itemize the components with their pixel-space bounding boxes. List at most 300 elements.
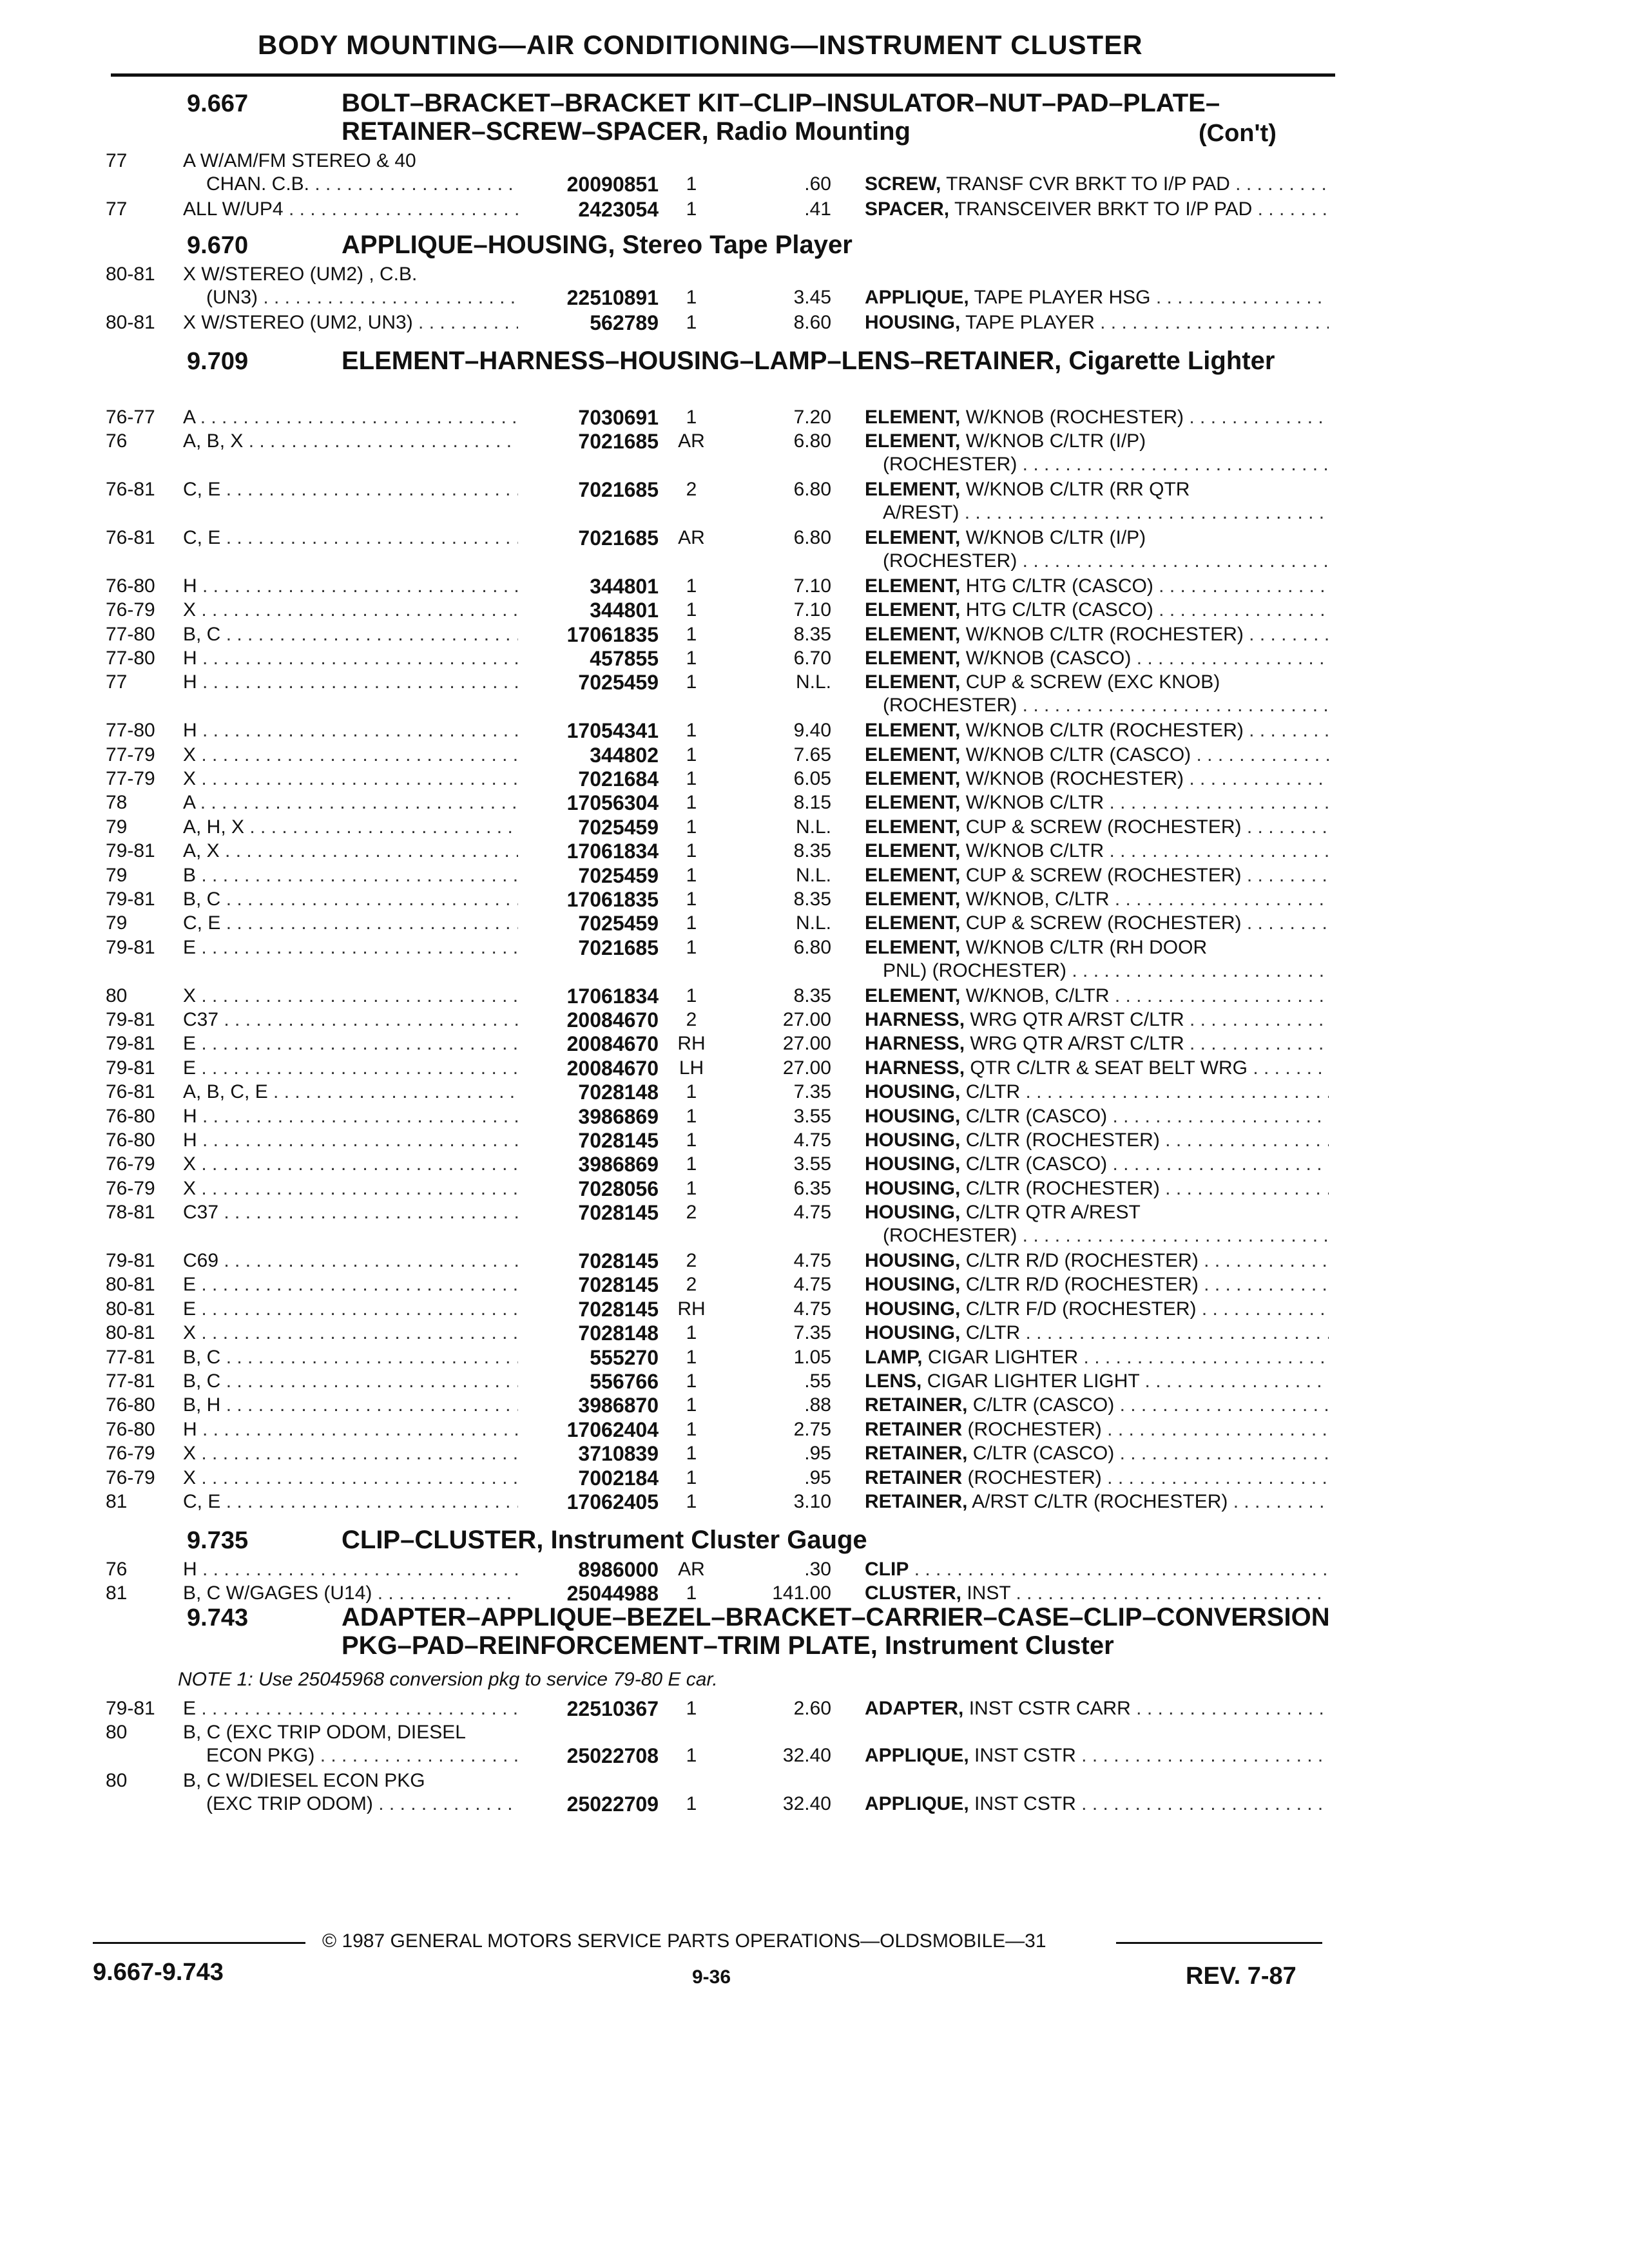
price: 141.00 [772, 1582, 831, 1604]
description [865, 1466, 1329, 1490]
table-row [0, 1490, 1629, 1515]
year-range: 80-81 [106, 264, 155, 285]
part-number: 7021685 [578, 936, 659, 959]
quantity: 1 [686, 1105, 697, 1127]
quantity: 1 [686, 1394, 697, 1416]
description-text: TRANSF CVR BRKT TO I/P PAD [946, 173, 1230, 195]
description-keyword: HOUSING, [865, 1322, 961, 1344]
description-keyword: APPLIQUE, [865, 1793, 969, 1815]
application: X W/STEREO (UM2, UN3) . . . [183, 311, 518, 334]
year-range: 76-79 [106, 1443, 155, 1465]
application: E . . . [183, 1032, 518, 1055]
part-number: 7028148 [578, 1081, 659, 1104]
footer-page-number: 9-36 [692, 1966, 731, 1988]
description-text: W/KNOB C/LTR (RR QTR [965, 479, 1190, 501]
description-text: (ROCHESTER) [967, 1466, 1102, 1488]
application: X . . . [183, 767, 518, 791]
description [865, 173, 1329, 196]
year-range: 76-80 [106, 1394, 155, 1416]
description-keyword: ELEMENT, [865, 912, 961, 934]
description-text: W/KNOB (ROCHESTER) [965, 407, 1184, 428]
application: E . . . [183, 1697, 518, 1720]
description-keyword: HARNESS, [865, 1033, 965, 1055]
group-code: 9.743 [187, 1604, 249, 1631]
part-number: 457855 [590, 647, 659, 670]
description-keyword: HOUSING, [865, 1202, 961, 1224]
table-row [0, 1177, 1629, 1202]
description-text: C/LTR [965, 1322, 1021, 1344]
description-keyword: ADAPTER, [865, 1698, 964, 1719]
application: H . . . [183, 1105, 518, 1128]
description [865, 1490, 1329, 1514]
quantity: RH [677, 1298, 706, 1320]
description-text: W/KNOB C/LTR [965, 840, 1104, 862]
group-title-main: ELEMENT–HARNESS–HOUSING–LAMP–LENS–RETAINER, [342, 347, 1062, 375]
part-number: 17062404 [566, 1418, 659, 1441]
description-text: C/LTR R/D (ROCHESTER) [965, 1274, 1199, 1296]
quantity: 1 [686, 792, 697, 814]
description-text: (ROCHESTER) [967, 1418, 1102, 1440]
description-text: INST CSTR [974, 1793, 1076, 1815]
application: B, C W/GAGES (U14) . . . [183, 1582, 518, 1605]
year-range: 76-79 [106, 1177, 155, 1199]
description [865, 1273, 1329, 1296]
application: C69 . . . [183, 1249, 518, 1273]
quantity: AR [678, 430, 705, 452]
description-keyword: ELEMENT, [865, 768, 961, 789]
description-keyword: APPLIQUE, [865, 287, 969, 308]
table-row [0, 888, 1629, 912]
quantity: 1 [686, 1370, 697, 1392]
description [865, 1394, 1329, 1417]
description-text: W/KNOB C/LTR (ROCHESTER) [965, 720, 1244, 742]
part-number: 7028145 [578, 1297, 659, 1321]
quantity: 1 [686, 720, 697, 742]
description-keyword: ELEMENT, [865, 792, 961, 814]
description-line-2: (ROCHESTER) . . . [883, 1224, 1329, 1247]
continued-label: (Con't) [1199, 120, 1277, 147]
description [865, 816, 1329, 839]
table-row [0, 1418, 1629, 1443]
description-text: W/KNOB C/LTR (ROCHESTER) [965, 623, 1244, 645]
quantity: 1 [686, 1745, 697, 1767]
description [865, 1418, 1329, 1441]
description-text: W/KNOB C/LTR (RH DOOR [965, 936, 1208, 958]
group-title-main: APPLIQUE–HOUSING, [342, 231, 615, 259]
part-number: 555270 [590, 1345, 659, 1369]
quantity: RH [677, 1033, 706, 1055]
year-range: 77-80 [106, 623, 155, 645]
application: H . . . [183, 575, 518, 598]
footer-rule-left [93, 1942, 305, 1944]
description-text: QTR C/LTR & SEAT BELT WRG [970, 1057, 1248, 1079]
table-row [0, 1201, 1629, 1249]
price: .95 [804, 1443, 831, 1465]
description-text: CUP & SCREW (ROCHESTER) [965, 864, 1242, 886]
description-text: C/LTR QTR A/REST [965, 1202, 1141, 1224]
price: 6.80 [793, 936, 831, 958]
application: A, H, X . . . [183, 816, 518, 839]
price: 9.40 [793, 720, 831, 742]
application: C, E . . . [183, 526, 518, 550]
quantity: 1 [686, 407, 697, 428]
table-row [0, 1721, 1629, 1769]
application: C, E . . . [183, 1490, 518, 1514]
quantity: 1 [686, 1698, 697, 1719]
description-keyword: ELEMENT, [865, 527, 961, 548]
description-text: INST CSTR CARR [969, 1698, 1131, 1719]
application: A, B, X . . . [183, 430, 518, 453]
description-text: C/LTR [965, 1081, 1021, 1103]
description-keyword: ELEMENT, [865, 671, 961, 693]
price: 8.35 [793, 623, 831, 645]
application: E . . . [183, 1057, 518, 1080]
application: A W/AM/FM STEREO & 40 [183, 150, 416, 171]
part-number: 7028145 [578, 1249, 659, 1273]
table-row [0, 1697, 1629, 1722]
description-text: INST [967, 1582, 1011, 1604]
price: N.L. [795, 671, 831, 693]
description-keyword: ELEMENT, [865, 648, 961, 669]
part-number: 20084670 [566, 1056, 659, 1080]
part-number: 7028145 [578, 1273, 659, 1297]
description [865, 430, 1329, 453]
year-range: 79 [106, 864, 128, 886]
part-number: 20084670 [566, 1032, 659, 1056]
description [865, 1582, 1329, 1605]
description-text: C/LTR (ROCHESTER) [965, 1177, 1160, 1199]
table-row [0, 912, 1629, 936]
price: 3.45 [793, 287, 831, 308]
part-number: 20090851 [566, 173, 659, 196]
description-keyword: ELEMENT, [865, 889, 961, 910]
part-number: 7021685 [578, 526, 659, 550]
application: E . . . [183, 936, 518, 959]
quantity: 1 [686, 1491, 697, 1512]
year-range: 79-81 [106, 1057, 155, 1079]
description [865, 1201, 1329, 1224]
description-keyword: HOUSING, [865, 1298, 961, 1320]
year-range: 79-81 [106, 1250, 155, 1271]
description-text: INST CSTR [974, 1745, 1076, 1767]
table-row [0, 647, 1629, 671]
description [865, 1177, 1329, 1200]
table-row [0, 1105, 1629, 1129]
description-text: CIGAR LIGHTER LIGHT [927, 1370, 1140, 1392]
year-range: 79 [106, 816, 128, 838]
application: B . . . [183, 864, 518, 887]
price: .60 [804, 173, 831, 195]
application: A . . . [183, 791, 518, 814]
part-number: 25022708 [566, 1744, 659, 1768]
price: 2.75 [793, 1418, 831, 1440]
part-number: 7028145 [578, 1129, 659, 1152]
description [865, 1057, 1329, 1080]
price: 7.65 [793, 744, 831, 765]
description-text: C/LTR (CASCO) [965, 1105, 1108, 1127]
part-number: 17061834 [566, 984, 659, 1008]
application: H . . . [183, 647, 518, 670]
table-row [0, 767, 1629, 792]
group-title [342, 347, 1347, 375]
description-keyword: HOUSING, [865, 1105, 961, 1127]
year-range: 78-81 [106, 1202, 155, 1224]
table-row [0, 1394, 1629, 1418]
description [865, 791, 1329, 814]
description-keyword: ELEMENT, [865, 575, 961, 597]
price: 8.60 [793, 311, 831, 333]
quantity: 1 [686, 816, 697, 838]
table-row [0, 1769, 1629, 1817]
table-row [0, 430, 1629, 477]
table-row [0, 936, 1629, 984]
year-range: 79-81 [106, 889, 155, 910]
description [865, 936, 1329, 959]
year-range: 81 [106, 1491, 128, 1512]
part-number: 20084670 [566, 1008, 659, 1032]
description [865, 671, 1329, 694]
description [865, 1442, 1329, 1465]
price: 4.75 [793, 1298, 831, 1320]
description-text: CUP & SCREW (ROCHESTER) [965, 912, 1242, 934]
description-keyword: HARNESS, [865, 1057, 965, 1079]
year-range: 80-81 [106, 1322, 155, 1344]
description-keyword: APPLIQUE, [865, 1745, 969, 1767]
quantity: AR [678, 527, 705, 548]
group-title [342, 1526, 1347, 1554]
description-keyword: ELEMENT, [865, 936, 961, 958]
year-range: 77 [106, 671, 128, 693]
group-title-subtitle: Radio Mounting [715, 117, 911, 146]
description [865, 985, 1329, 1008]
year-range: 76-77 [106, 407, 155, 428]
description-keyword: HOUSING, [865, 1274, 961, 1296]
description [865, 719, 1329, 742]
table-row [0, 406, 1629, 430]
table-row [0, 1273, 1629, 1298]
part-number: 3986870 [578, 1394, 659, 1418]
description-line-2: PNL) (ROCHESTER) . . . [883, 959, 1329, 983]
year-range: 77-79 [106, 744, 155, 765]
year-range: 77-79 [106, 768, 155, 789]
application: H . . . [183, 1129, 518, 1152]
description-text: W/KNOB C/LTR (I/P) [965, 527, 1146, 548]
part-number: 17056304 [566, 791, 659, 815]
description-keyword: HOUSING, [865, 1153, 961, 1175]
group-title [342, 231, 1347, 259]
table-row [0, 149, 1629, 197]
quantity: 1 [686, 768, 697, 789]
price: .55 [804, 1370, 831, 1392]
price: 7.35 [793, 1081, 831, 1103]
quantity: 1 [686, 840, 697, 862]
quantity: 1 [686, 173, 697, 195]
description-keyword: RETAINER [865, 1418, 963, 1440]
year-range: 78 [106, 792, 128, 814]
year-range: 80 [106, 1770, 128, 1792]
year-range: 77 [106, 150, 128, 171]
price: 8.35 [793, 985, 831, 1006]
quantity: 2 [686, 479, 697, 501]
quantity: 1 [686, 648, 697, 669]
quantity: 2 [686, 1250, 697, 1271]
price: .88 [804, 1394, 831, 1416]
year-range: 79-81 [106, 1009, 155, 1030]
table-row [0, 1558, 1629, 1582]
description-text: WRG QTR A/RST C/LTR [970, 1033, 1184, 1055]
part-number: 3986869 [578, 1104, 659, 1128]
description-keyword: LENS, [865, 1370, 922, 1392]
table-row [0, 816, 1629, 840]
group-code: 9.709 [187, 348, 249, 375]
year-range: 76-81 [106, 527, 155, 548]
description-text: W/KNOB C/LTR (I/P) [965, 430, 1146, 452]
application: B, C (EXC TRIP ODOM, DIESEL [183, 1722, 466, 1744]
part-number: 7030691 [578, 406, 659, 429]
quantity: 1 [686, 1153, 697, 1175]
part-number: 25044988 [566, 1582, 659, 1606]
year-range: 76-81 [106, 1081, 155, 1103]
description-text: TAPE PLAYER [965, 311, 1095, 333]
description-keyword: LAMP, [865, 1346, 923, 1368]
application: H . . . [183, 1558, 518, 1581]
group-title [342, 89, 1347, 146]
part-number: 7002184 [578, 1466, 659, 1490]
price: 7.35 [793, 1322, 831, 1344]
table-row [0, 478, 1629, 526]
year-range: 76-81 [106, 479, 155, 501]
year-range: 76-79 [106, 1153, 155, 1175]
description-line-2: A/REST) . . . [883, 501, 1329, 524]
description-text: CUP & SCREW (EXC KNOB) [965, 671, 1220, 693]
description [865, 1249, 1329, 1273]
part-number: 562789 [590, 311, 659, 334]
table-row [0, 840, 1629, 864]
year-range: 76 [106, 1559, 128, 1580]
description [865, 286, 1329, 309]
price: 8.15 [793, 792, 831, 814]
part-number: 3986869 [578, 1153, 659, 1177]
part-number: 17061834 [566, 840, 659, 863]
description-text: TRANSCEIVER BRKT TO I/P PAD [954, 198, 1253, 220]
year-range: 80 [106, 985, 128, 1006]
part-number: 17061835 [566, 622, 659, 646]
year-range: 79 [106, 912, 128, 934]
description [865, 1032, 1329, 1055]
table-row [0, 623, 1629, 648]
price: 6.80 [793, 430, 831, 452]
price: 3.10 [793, 1491, 831, 1512]
application: H . . . [183, 671, 518, 694]
description [865, 840, 1329, 863]
price: 27.00 [782, 1009, 831, 1030]
description-text: W/KNOB C/LTR [965, 792, 1104, 814]
year-range: 81 [106, 1582, 128, 1604]
footer-revision: REV. 7-87 [1186, 1963, 1296, 1990]
part-number: 17054341 [566, 719, 659, 743]
application: A . . . [183, 406, 518, 429]
year-range: 77-81 [106, 1370, 155, 1392]
part-number: 22510891 [566, 286, 659, 309]
price: 8.35 [793, 889, 831, 910]
application-line-2: ECON PKG) . . . [206, 1744, 518, 1767]
price: .95 [804, 1466, 831, 1488]
header-rule [111, 73, 1335, 77]
price: 2.60 [793, 1698, 831, 1719]
price: 6.80 [793, 479, 831, 501]
table-row [0, 1346, 1629, 1370]
quantity: 1 [686, 889, 697, 910]
page-header-title: BODY MOUNTING—AIR CONDITIONING—INSTRUMENT CLUSTER [258, 30, 1143, 60]
table-row [0, 985, 1629, 1009]
description-text: C/LTR (CASCO) [965, 1153, 1108, 1175]
price: 6.05 [793, 768, 831, 789]
description-keyword: HARNESS, [865, 1009, 965, 1030]
price: 6.80 [793, 527, 831, 548]
description-text: W/KNOB, C/LTR [965, 985, 1110, 1006]
quantity: 1 [686, 1418, 697, 1440]
quantity: 1 [686, 575, 697, 597]
description [865, 526, 1329, 550]
description [865, 1346, 1329, 1369]
quantity: 1 [686, 599, 697, 621]
description-line-2: (ROCHESTER) . . . [883, 453, 1329, 476]
footer-group-range: 9.667-9.743 [93, 1959, 224, 1986]
part-number: 17061835 [566, 888, 659, 911]
description [865, 1105, 1329, 1128]
description-text: C/LTR (CASCO) [972, 1443, 1115, 1465]
description-keyword: HOUSING, [865, 1250, 961, 1271]
quantity: 1 [686, 198, 697, 220]
table-row [0, 1153, 1629, 1177]
table-row [0, 1032, 1629, 1057]
part-number: 25022709 [566, 1792, 659, 1816]
part-number: 344801 [590, 574, 659, 598]
group-note: NOTE 1: Use 25045968 conversion pkg to service 79-80 E car. [178, 1669, 718, 1690]
description-text: C/LTR R/D (ROCHESTER) [965, 1250, 1199, 1271]
application: B, H . . . [183, 1394, 518, 1417]
quantity: 1 [686, 1793, 697, 1815]
description [865, 744, 1329, 767]
price: 4.75 [793, 1274, 831, 1296]
year-range: 76-80 [106, 1418, 155, 1440]
description-text: WRG QTR A/RST C/LTR [970, 1009, 1184, 1030]
part-number: 7021684 [578, 767, 659, 791]
description-text: TAPE PLAYER HSG [974, 287, 1151, 308]
description-text: W/KNOB C/LTR (CASCO) [965, 744, 1191, 765]
quantity: 1 [686, 623, 697, 645]
year-range: 77-80 [106, 648, 155, 669]
application: C37 . . . [183, 1201, 518, 1224]
table-row [0, 1129, 1629, 1153]
group-title-subtitle: Instrument Cluster Gauge [550, 1526, 867, 1554]
quantity: 1 [686, 1346, 697, 1368]
price: 32.40 [782, 1745, 831, 1767]
part-number: 22510367 [566, 1697, 659, 1720]
description-text: HTG C/LTR (CASCO) [965, 575, 1153, 597]
description-keyword: RETAINER, [865, 1443, 968, 1465]
group-code: 9.670 [187, 232, 249, 259]
description [865, 1129, 1329, 1152]
year-range: 80-81 [106, 1274, 155, 1296]
price: 4.75 [793, 1202, 831, 1224]
group-title-subtitle: Stereo Tape Player [622, 231, 853, 259]
price: 3.55 [793, 1153, 831, 1175]
price: 27.00 [782, 1057, 831, 1079]
table-row [0, 526, 1629, 574]
description-keyword: ELEMENT, [865, 720, 961, 742]
description-keyword: RETAINER, [865, 1394, 968, 1416]
